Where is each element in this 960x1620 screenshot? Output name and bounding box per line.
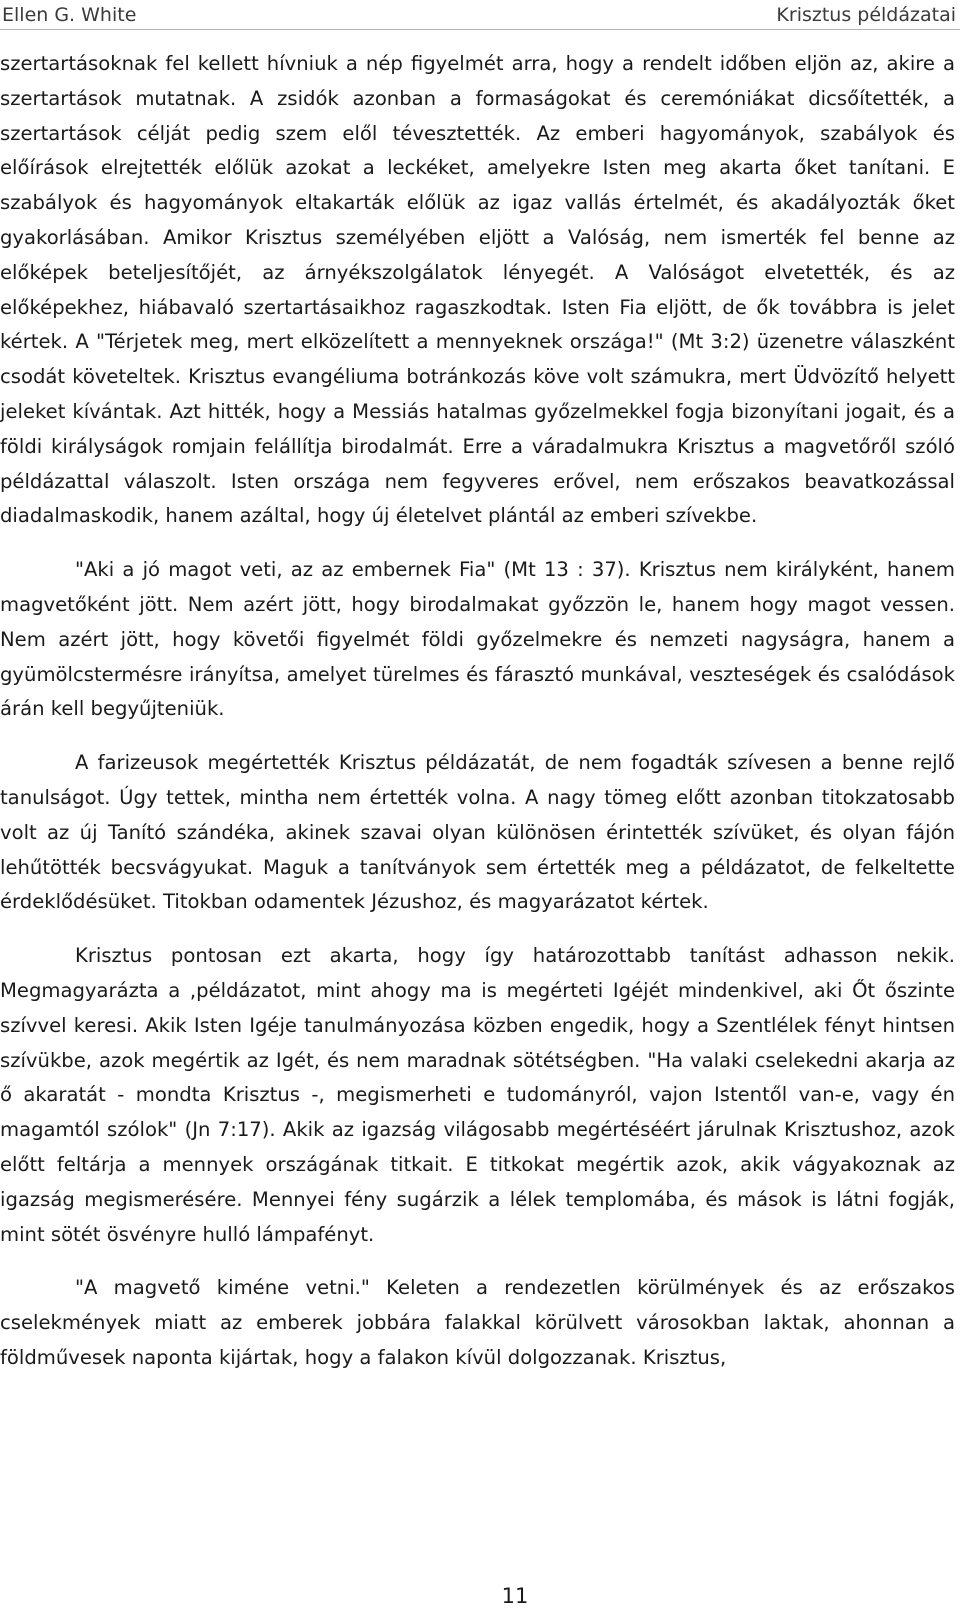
paragraph: "A magvető kiméne vetni." Keleten a rendezetlen körülmények és az erőszakos cselekmények miatt az emberek jobbára falakkal körülvett városokban laktak, ahonnan a földművesek naponta kijártak, hogy a falakon kívül dolgozzanak. Krisztus, [0, 1276, 955, 1369]
paragraph: "Aki a jó magot veti, az az embernek Fia" (Mt 13 : 37). Krisztus nem királyként, hanem magvetőként jött. Nem azért jött, hogy birodalmakat győzzön le, hanem hogy magot vessen. Nem azért jött, hogy követői figyelmét földi győzelmekre és nemzeti nagyságra, hanem a gyümölcstermésre irányítsa, amelyet türelmes és fárasztó munkával, veszteségek és csalódások árán kell begyűjteniük. [0, 558, 955, 721]
paragraph: A farizeusok megértették Krisztus példázatát, de nem fogadták szívesen a benne rejlő tanulságot. Úgy tettek, mintha nem értették volna. A nagy tömeg előtt azonban titokzatosabb volt az új Tanító szándéka, akinek szavai olyan különösen érintették szívüket, és olyan fájón lehűtötték becsvágyukat. Maguk a tanítványok sem értették meg a példázatot, de felkeltette érdeklődésüket. Titokban odamentek Jézushoz, és magyarázatot kértek. [0, 751, 955, 914]
running-header [0, 0, 960, 30]
paragraph: Krisztus pontosan ezt akarta, hogy így határozottabb tanítást adhasson nekik. Megmagyarázta a ,példázatot, mint ahogy ma is megérteti Igéjét mindenkivel, aki Őt őszinte szívvel keresi. Akik Isten Igéje tanulmányozása közben engedik, hogy a Szentlélek fényt hintsen szívükbe, azok megértik az Igét, és nem maradnak sötétségben. "Ha valaki cselekedni akarja az ő akaratát - mondta Krisztus -, megismerheti e tudományról, vajon Istentől van-e, vagy én magamtól szólok" (Jn 7:17). Akik az igazság világosabb megértéséért járulnak Krisztushoz, azok előtt feltárja a mennyek országának titkait. E titkokat megértik azok, akik vágyakoznak az igazság megismerésére. Mennyei fény sugárzik a lélek templomába, és mások is látni fogják, mint sötét ösvényre hulló lámpafényt. [0, 944, 955, 1246]
body-text [0, 47, 955, 1395]
header-author: Ellen G. White [2, 3, 137, 26]
page-number: 11 [501, 1584, 529, 1608]
paragraph: szertartásoknak fel kellett hívniuk a nép figyelmét arra, hogy a rendelt időben eljön az, akire a szertartások mutatnak. A zsidók azonban a formaságokat és ceremóniákat dicsőítették, a szertartások célját pedig szem elől tévesztették. Az emberi hagyományok, szabályok és előírások elrejtették előlük azokat a leckéket, amelyekre Isten meg akarta őket tanítani. E szabályok és hagyományok eltakarták előlük az igaz vallás értelmét, és akadályozták őket gyakorlásában. Amikor Krisztus személyében eljött a Valóság, nem ismerték fel benne az előképek beteljesítőjét, az árnyékszolgálatok lényegét. A Valóságot elvetették, és az előképekhez, hiábavaló szertartásaikhoz ragaszkodtak. Isten Fia eljött, de ők továbbra is jelet kértek. A "Térjetek meg, mert elközelített a mennyeknek országa!" (Mt 3:2) üzenetre válaszként csodát követeltek. Krisztus evangéliuma botránkozás köve volt számukra, mert Üdvözítő helyett jeleket kívántak. Azt hitték, hogy a Messiás hatalmas győzelmekkel fogja bizonyítani jogait, és a földi királyságok romjain felállítja birodalmát. Erre a váradalmukra Krisztus a magvetőről szóló példázattal válaszolt. Isten országa nem fegyveres erővel, nem erőszakos beavatkozással diadalmaskodik, hanem azáltal, hogy új életelvet plántál az emberi szívekbe. [0, 52, 955, 528]
header-book-title: Krisztus példázatai [776, 3, 956, 26]
